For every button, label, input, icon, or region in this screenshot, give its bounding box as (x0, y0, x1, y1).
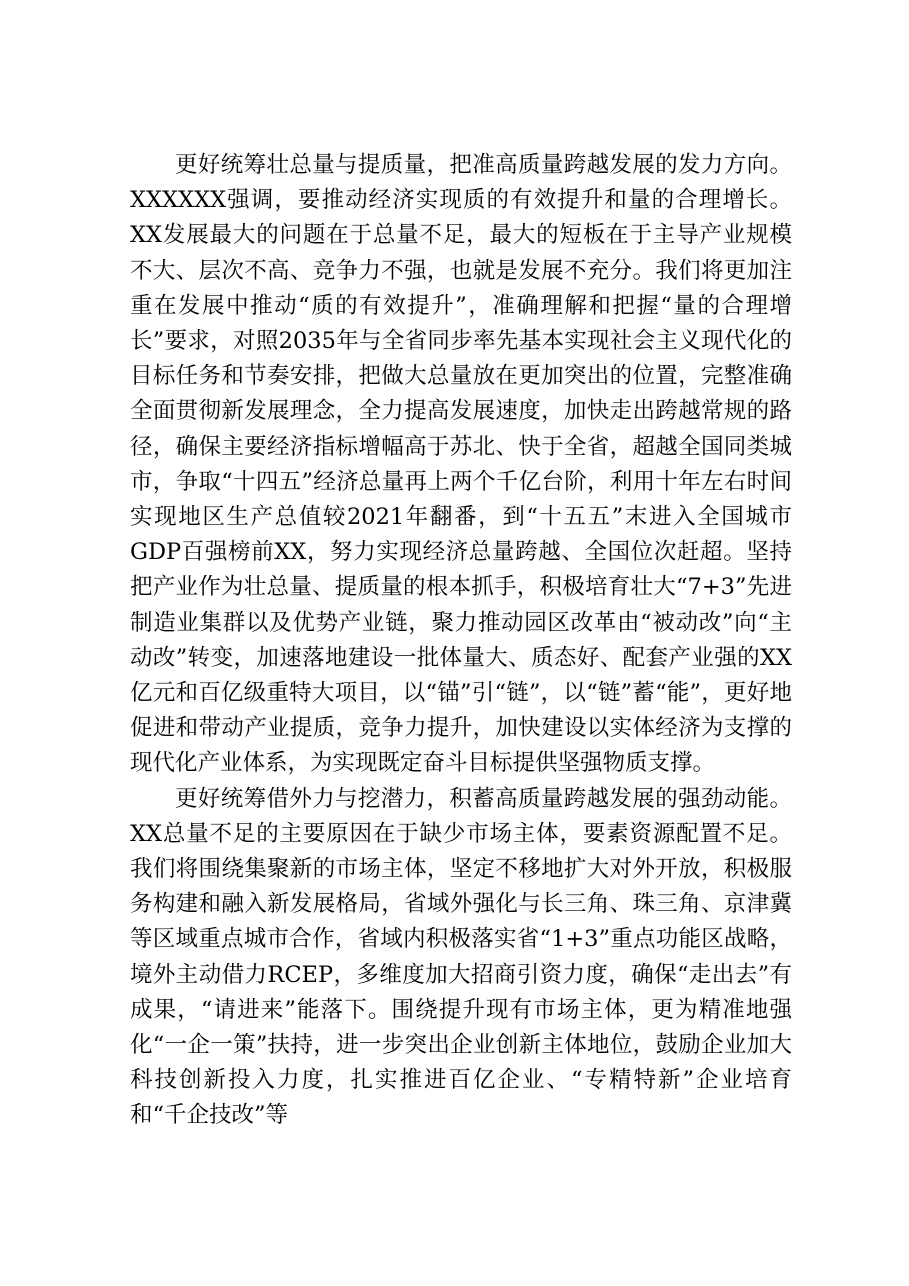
paragraph-2: 更好统筹借外力与挖潜力，积蓄高质量跨越发展的强劲动能。XX总量不足的主要原因在于缺少市场主体，要素资源配置不足。我们将围绕集聚新的市场主体，坚定不移地扩大对外开放，积极服务构建和融入新发展格局，省域外强化与长三角、珠三角、京津冀等区域重点城市合作，省域内积极落实省“1+3”重点功能区战略，境外主动借力RCEP，多维度加大招商引资力度，确保“走出去”有成果，“请进来”能落下。围绕提升现有市场主体，更为精准地强化“一企一策”扶持，进一步突出企业创新主体地位，鼓励企业加大科技创新投入力度，扎实推进百亿企业、“专精特新”企业培育和“千企技改”等 (130, 785, 792, 1129)
paragraph-1: 更好统筹壮总量与提质量，把准高质量跨越发展的发力方向。XXXXXX强调，要推动经济实现质的有效提升和量的合理增长。XX发展最大的问题在于总量不足，最大的短板在于主导产业规模不大、层次不高、竞争力不强，也就是发展不充分。我们将更加注重在发展中推动“质的有效提升”，准确理解和把握“量的合理增长”要求，对照2035年与全省同步率先基本实现社会主义现代化的目标任务和节奏安排，把做大总量放在更加突出的位置，完整准确全面贯彻新发展理念，全力提高发展速度，加快走出跨越常规的路径，确保主要经济指标增幅高于苏北、快于全省，超越全国同类城市，争取“十四五”经济总量再上两个千亿台阶，利用十年左右时间实现地区生产总值较2021年翻番，到“十五五”末进入全国城市GDP百强榜前XX，努力实现经济总量跨越、全国位次赶超。坚持把产业作为壮总量、提质量的根本抓手，积极培育壮大“7+3”先进制造业集群以及优势产业链，聚力推动园区改革由“被动改”向“主动改”转变，加速落地建设一批体量大、质态好、配套产业强的XX亿元和百亿级重特大项目，以“锚”引“链”，以“链”蓄“能”，更好地促进和带动产业提质，竞争力提升，加快建设以实体经济为支撑的现代化产业体系，为实现既定奋斗目标提供坚强物质支撑。 (130, 152, 792, 777)
document-body (130, 148, 792, 1134)
